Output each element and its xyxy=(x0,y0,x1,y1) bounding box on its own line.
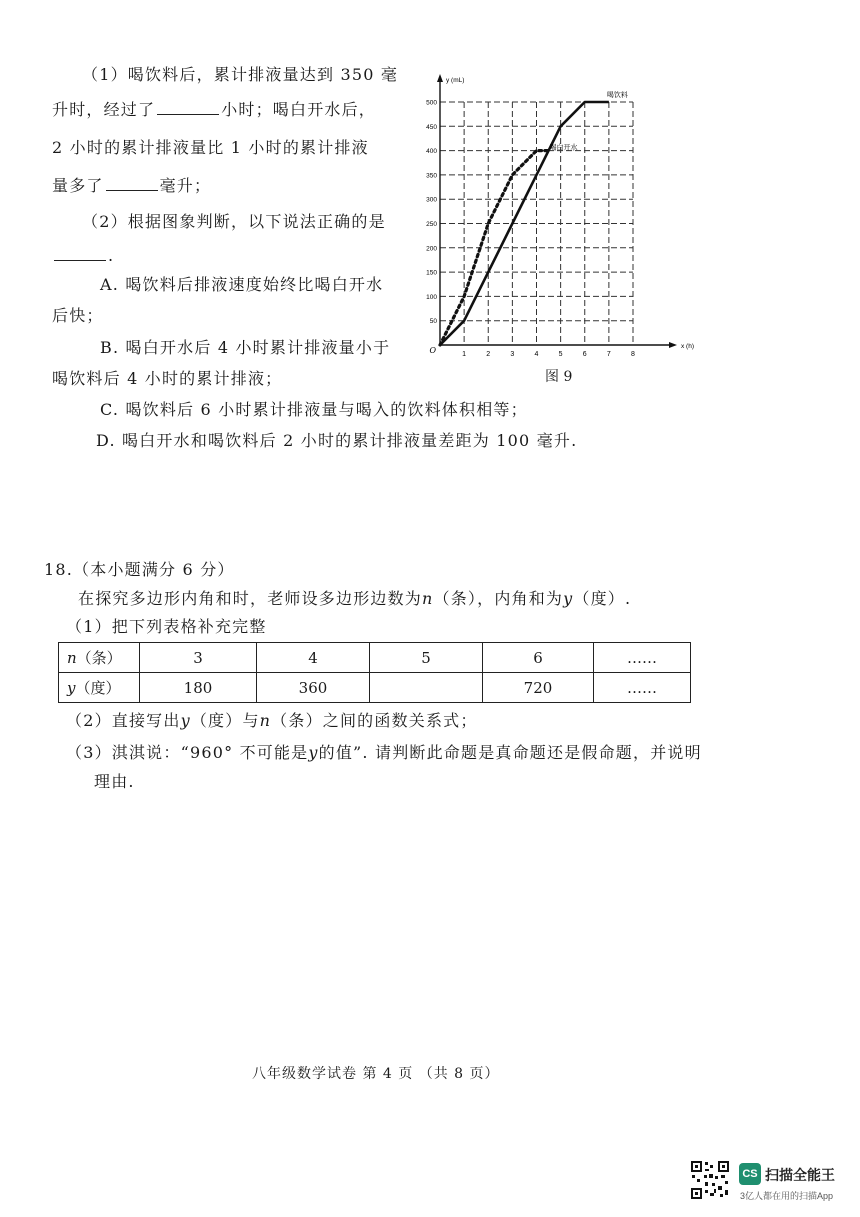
var-y: y xyxy=(180,711,191,730)
unit-y: （度） xyxy=(75,679,121,697)
cell-n-6: 6 xyxy=(483,643,594,673)
x-tick-label-3: 3 xyxy=(510,351,515,358)
q18-intro xyxy=(78,586,631,609)
origin-label: O xyxy=(429,346,436,355)
x-axis-arrow xyxy=(669,342,677,348)
q18-intro-b: （条），内角和为 xyxy=(433,589,564,608)
page-footer: 八年级数学试卷 第 4 页 （共 8 页） xyxy=(252,1066,500,1082)
x-tick-label-2: 2 xyxy=(486,351,491,358)
y-tick-label-200: 200 xyxy=(426,245,437,253)
q18-part3-line2: 理由. xyxy=(94,772,135,791)
q18-part2-a: （2）直接写出 xyxy=(66,711,181,730)
x-tick-label-6: 6 xyxy=(582,351,587,358)
q17-part1-line3: 2 小时的累计排液量比 1 小时的累计排液 xyxy=(52,138,369,157)
y-tick-label-450: 450 xyxy=(426,123,437,131)
q17-part1-line1: （1）喝饮料后，累计排液量达到 350 毫 xyxy=(82,65,399,84)
x-tick-label-4: 4 xyxy=(534,351,539,358)
y-tick-label-150: 150 xyxy=(426,269,437,277)
y-tick-label-50: 50 xyxy=(429,318,437,326)
scanner-tagline: 3亿人都在用的扫描App xyxy=(740,1191,834,1201)
series-label-0: 喝饮料 xyxy=(606,91,628,99)
cell-n-3: 3 xyxy=(140,643,257,673)
qr-code-icon xyxy=(690,1160,730,1200)
scanner-app-name: 扫描全能王 xyxy=(765,1167,835,1183)
row-header-y xyxy=(59,673,140,703)
var-y: y xyxy=(563,589,574,608)
var-n: n xyxy=(67,649,77,667)
series-label-1: 喝白开水 xyxy=(549,143,578,152)
q17-part1-line4-b: 毫升； xyxy=(159,176,212,195)
cell-y-ellipsis: …… xyxy=(594,673,691,703)
var-n: n xyxy=(259,711,272,730)
table-row-n xyxy=(59,643,691,673)
figure-9-chart xyxy=(425,70,705,360)
y-tick-label-250: 250 xyxy=(426,221,437,228)
cell-y-5-blank[interactable] xyxy=(370,673,483,703)
y-tick-label-300: 300 xyxy=(426,196,437,204)
x-axis-label: x (h) xyxy=(681,343,694,350)
q17-part1-line2 xyxy=(52,97,376,120)
table-row-y xyxy=(59,673,691,703)
figure-caption: 图 9 xyxy=(545,369,573,385)
q18-intro-a: 在探究多边形内角和时，老师设多边形边数为 xyxy=(78,589,423,608)
q17-part2-period: . xyxy=(108,246,115,265)
var-y: y xyxy=(308,743,319,762)
y-axis-arrow xyxy=(437,74,443,82)
q18-header: 18.（本小题满分 6 分） xyxy=(44,560,235,579)
answer-blank-hours[interactable] xyxy=(157,98,219,115)
q18-part2-b: （度）与 xyxy=(190,711,260,730)
y-axis-label: y (mL) xyxy=(446,77,465,84)
chart-axes xyxy=(437,74,677,348)
q17-part1-line4 xyxy=(52,173,211,196)
q17-option-a-line2: 后快； xyxy=(52,306,104,325)
q17-option-c: C. 喝饮料后 6 小时累计排液量与喝入的饮料体积相等； xyxy=(100,400,528,419)
q17-part1-line4-a: 量多了 xyxy=(52,176,104,195)
y-tick-label-350: 350 xyxy=(426,172,437,180)
q18-part2 xyxy=(66,708,478,731)
cell-n-4: 4 xyxy=(257,643,370,673)
q18-intro-c: （度）. xyxy=(573,589,632,608)
cell-n-ellipsis: …… xyxy=(594,643,691,673)
answer-blank-ml[interactable] xyxy=(106,174,158,191)
q18-part3-b: 的值”. 请判断此命题是真命题还是假命题，并说明 xyxy=(318,743,702,762)
q17-part1-line2-a: 升时，经过了 xyxy=(52,100,156,119)
q17-option-b-line2: 喝饮料后 4 小时的累计排液； xyxy=(52,369,283,388)
q17-part1-line2-b: 小时；喝白开水后， xyxy=(221,100,377,119)
cell-y-4: 360 xyxy=(257,673,370,703)
y-tick-label-500: 500 xyxy=(426,99,437,107)
var-y: y xyxy=(67,679,76,697)
x-tick-label-1: 1 xyxy=(462,351,467,358)
polygon-angle-table xyxy=(58,642,691,703)
camscanner-logo-icon: CS xyxy=(739,1163,761,1185)
x-tick-label-8: 8 xyxy=(631,351,635,358)
unit-n: （条） xyxy=(76,649,122,667)
var-n: n xyxy=(422,589,434,608)
x-tick-label-5: 5 xyxy=(558,351,563,358)
q17-option-b-line1: B. 喝白开水后 4 小时累计排液量小于 xyxy=(100,338,391,357)
q18-part3-a: （3）淇淇说：“960° 不可能是 xyxy=(66,743,309,762)
q18-part3 xyxy=(66,740,702,763)
row-header-n xyxy=(59,643,140,673)
q18-part1: （1）把下列表格补充完整 xyxy=(66,617,267,636)
q17-option-d: D. 喝白开水和喝饮料后 2 小时的累计排液量差距为 100 毫升. xyxy=(96,431,578,450)
q17-part2-line2 xyxy=(52,244,114,265)
q17-option-a-line1: A. 喝饮料后排液速度始终比喝白开水 xyxy=(100,275,384,294)
cell-y-3: 180 xyxy=(140,673,257,703)
cell-y-6: 720 xyxy=(483,673,594,703)
q18-part2-c: （条）之间的函数关系式； xyxy=(271,711,478,730)
x-tick-label-7: 7 xyxy=(606,351,611,358)
answer-blank-choice[interactable] xyxy=(54,244,106,261)
y-tick-label-400: 400 xyxy=(426,148,437,156)
y-tick-label-100: 100 xyxy=(426,293,437,301)
q17-part2-line1: （2）根据图象判断，以下说法正确的是 xyxy=(82,212,386,231)
cell-n-5: 5 xyxy=(370,643,483,673)
